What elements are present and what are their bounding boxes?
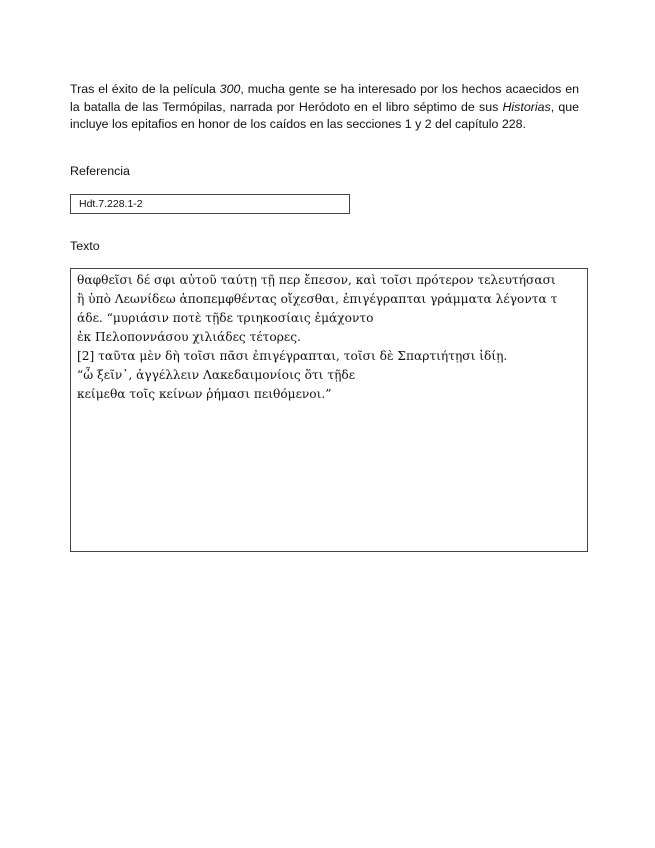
intro-paragraph: [70, 81, 579, 134]
text-line: ἢ ὑπὸ Λεωνίδεω ἀποπεμφθέντας οἴχεσθαι, ἐπιγέγραπται γράμματα λέγοντα τ: [77, 292, 558, 306]
book-title: Historias: [502, 99, 551, 114]
reference-label: Referencia: [70, 164, 130, 178]
text-label: Texto: [70, 239, 100, 253]
reference-input[interactable]: Hdt.7.228.1-2: [70, 194, 350, 214]
text-line: [2] ταῦτα μὲν δὴ τοῖσι πᾶσι ἐπιγέγραπται, τοῖσι δὲ Σπαρτιήτῃσι ἰδίῃ.: [77, 349, 508, 363]
intro-text-2: , mucha gente se ha interesado por los hechos acaecidos en la batalla de las Termópilas, narrada por Heródoto en el libro séptimo de sus: [70, 82, 579, 114]
intro-text-1: Tras el éxito de la película: [70, 82, 220, 96]
text-line: ἐκ Πελοποννάσου χιλιάδες τέτορες.: [77, 330, 301, 344]
film-title: 300: [219, 82, 241, 96]
intro-text-3: , que incluye los epitafios en honor de los caídos en las secciones 1 y 2 del capítulo 228.: [70, 99, 579, 131]
text-line: θαφθεῖσι δέ σφι αὐτοῦ ταύτῃ τῇ περ ἔπεσον, καὶ τοῖσι πρότερον τελευτήσασι: [77, 273, 556, 287]
text-line: άδε. “μυριάσιν ποτὲ τῇδε τριηκοσίαις ἐμάχοντο: [77, 311, 374, 325]
text-line: κείμεθα τοῖς κείνων ῥήμασι πειθόμενοι.”: [77, 387, 332, 401]
greek-text-area[interactable]: [70, 268, 588, 552]
text-line: “ὦ ξεῖν᾽, ἀγγέλλειν Λακεδαιμονίοις ὅτι τῇδε: [77, 368, 356, 382]
